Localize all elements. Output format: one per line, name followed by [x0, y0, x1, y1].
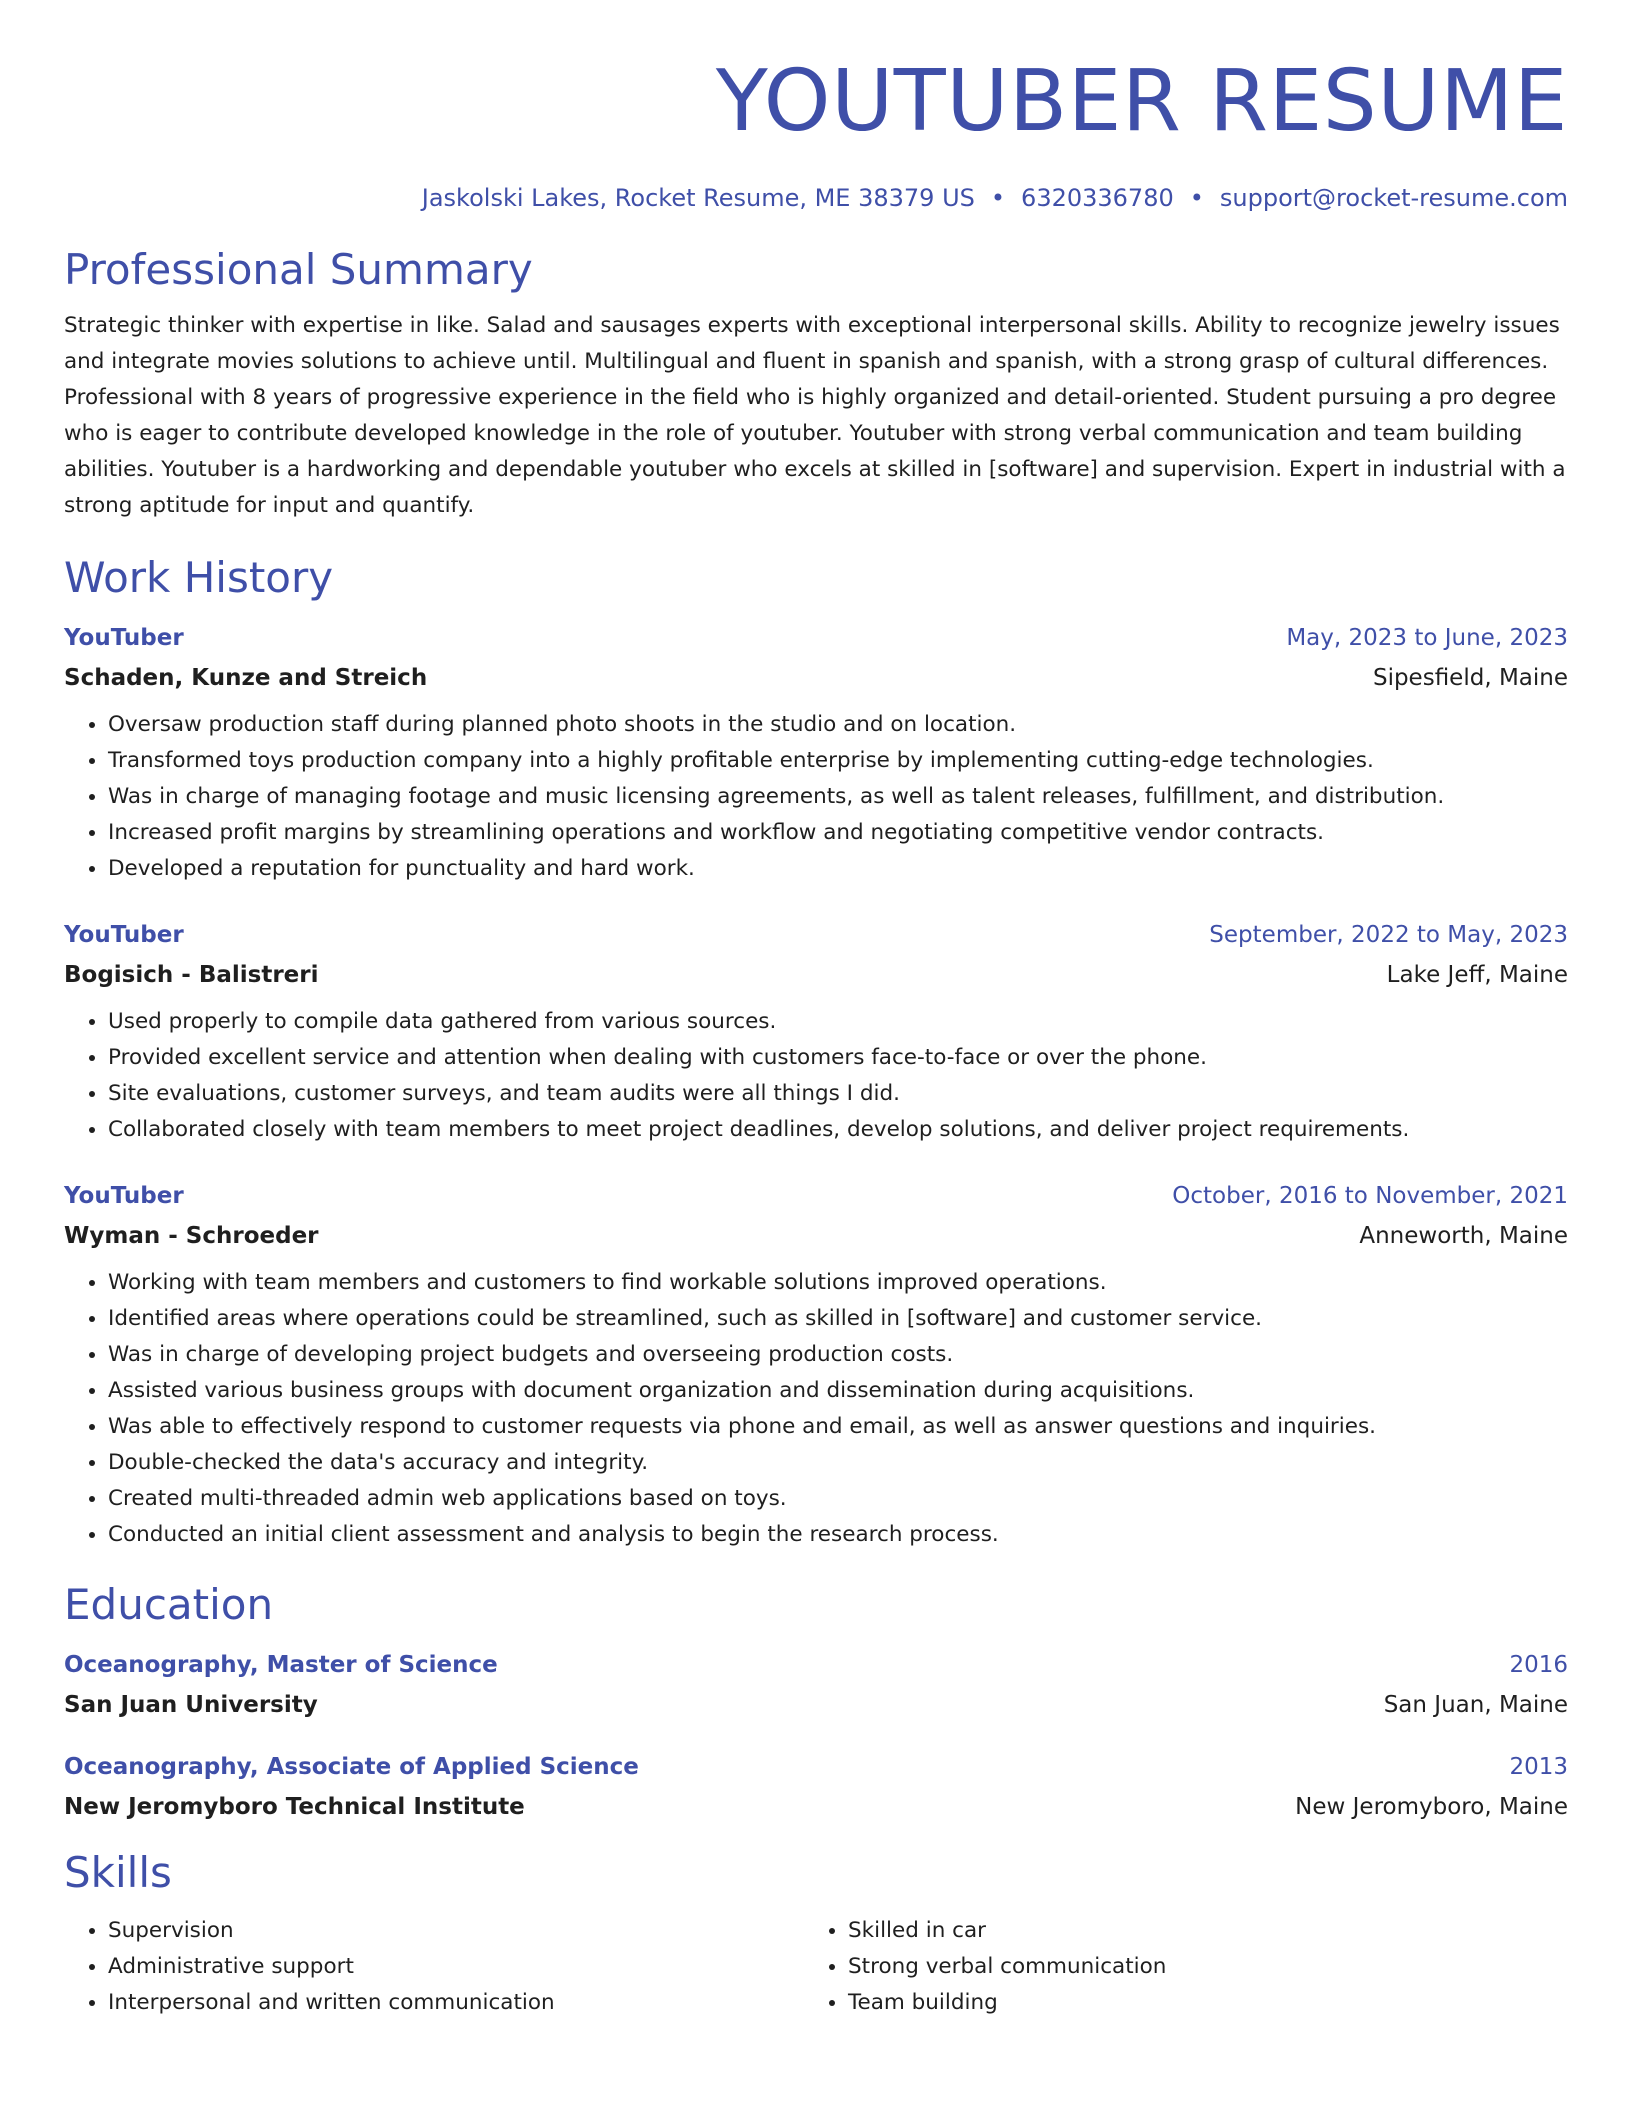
list-item: • Conducted an initial client assessment and analysis to begin the research process.	[108, 1517, 1568, 1553]
list-item: • Assisted various business groups with document organization and dissemination during acquisitions.	[108, 1373, 1568, 1409]
summary-heading: Professional Summary	[64, 245, 533, 294]
skills-column-right	[804, 1913, 1544, 2021]
list-item: • Double-checked the data's accuracy and integrity.	[108, 1445, 1568, 1481]
list-item: • Identified areas where operations could be streamlined, such as skilled in [software] and customer service.	[108, 1301, 1568, 1337]
education-degree: Oceanography, Master of Science	[64, 1652, 498, 1678]
contact-separator: •	[990, 184, 1006, 212]
education-header-row	[64, 1751, 1568, 1783]
contact-separator: •	[1189, 184, 1204, 212]
job-role: YouTuber	[64, 625, 184, 651]
job-bullets	[64, 707, 1568, 887]
job-dates: September, 2022 to May, 2023	[1209, 922, 1568, 948]
job-header-row	[64, 622, 1568, 654]
job-entry	[64, 1180, 1568, 1553]
job-dates: May, 2023 to June, 2023	[1286, 625, 1568, 651]
list-item: • Was in charge of developing project budgets and overseeing production costs.	[108, 1337, 1568, 1373]
contact-phone: 6320336780	[1021, 184, 1174, 212]
education-heading: Education	[64, 1580, 274, 1629]
list-item: • Administrative support	[108, 1949, 804, 1985]
education-school: New Jeromyboro Technical Institute	[64, 1794, 525, 1820]
job-header-row	[64, 919, 1568, 951]
list-item: • Created multi-threaded admin web applications based on toys.	[108, 1481, 1568, 1517]
job-role: YouTuber	[64, 1183, 184, 1209]
list-item: • Site evaluations, customer surveys, and team audits were all things I did.	[108, 1076, 1568, 1112]
education-school: San Juan University	[64, 1692, 318, 1718]
job-header-row	[64, 1180, 1568, 1212]
resume-page	[64, 52, 1568, 2021]
education-degree: Oceanography, Associate of Applied Science	[64, 1754, 639, 1780]
education-school-row	[64, 1791, 1568, 1823]
education-location: San Juan, Maine	[1383, 1692, 1568, 1718]
list-item: • Skilled in car	[848, 1913, 1544, 1949]
job-company: Wyman - Schroeder	[64, 1223, 319, 1249]
skills-list	[804, 1913, 1544, 2021]
work-history-heading: Work History	[64, 553, 334, 602]
education-location: New Jeromyboro, Maine	[1295, 1794, 1568, 1820]
list-item: • Transformed toys production company into a highly profitable enterprise by implementing cutting-edge technologies.	[108, 743, 1568, 779]
job-role: YouTuber	[64, 922, 184, 948]
contact-address: Jaskolski Lakes, Rocket Resume, ME 38379 US	[421, 184, 975, 212]
resume-title: YOUTUBER RESUME	[715, 52, 1568, 151]
list-item: • Increased profit margins by streamlining operations and workflow and negotiating competitive vendor contracts.	[108, 815, 1568, 851]
contact-email: support@rocket-resume.com	[1219, 184, 1568, 212]
job-company: Schaden, Kunze and Streich	[64, 665, 428, 691]
job-bullets	[64, 1265, 1568, 1553]
education-year: 2016	[1509, 1652, 1568, 1678]
skills-column-left	[64, 1913, 804, 2021]
list-item: • Was able to effectively respond to customer requests via phone and email, as well as answer questions and inquiries.	[108, 1409, 1568, 1445]
list-item: • Interpersonal and written communication	[108, 1985, 804, 2021]
job-company-row	[64, 959, 1568, 991]
list-item: • Team building	[848, 1985, 1544, 2021]
summary-text: Strategic thinker with expertise in like. Salad and sausages experts with exceptional interpersonal skills. Ability to recognize jewelry issues and integrate movies solutions to achieve until. Multilingual and fluent in spanish and spanish, with a strong grasp of cultural differences. Professional with 8 years of progressive experience in the field who is highly organized and detail-oriented. Student pursuing a pro degree who is eager to contribute developed knowledge in the role of youtuber. Youtuber with strong verbal communication and team building abilities. Youtuber is a hardworking and dependable youtuber who excels at skilled in [software] and supervision. Expert in industrial with a strong aptitude for input and quantify.	[64, 313, 1566, 518]
education-header-row	[64, 1649, 1568, 1681]
contact-line	[64, 182, 1568, 214]
list-item: • Developed a reputation for punctuality and hard work.	[108, 851, 1568, 887]
job-company-row	[64, 1220, 1568, 1252]
list-item: • Strong verbal communication	[848, 1949, 1544, 1985]
job-company: Bogisich - Balistreri	[64, 962, 319, 988]
education-school-row	[64, 1689, 1568, 1721]
list-item: • Was in charge of managing footage and music licensing agreements, as well as talent releases, fulfillment, and distribution.	[108, 779, 1568, 815]
list-item: • Collaborated closely with team members to meet project deadlines, develop solutions, and deliver project requirements.	[108, 1112, 1568, 1148]
job-entry	[64, 919, 1568, 1148]
education-entry	[64, 1751, 1568, 1823]
list-item: • Supervision	[108, 1913, 804, 1949]
list-item: • Oversaw production staff during planned photo shoots in the studio and on location.	[108, 707, 1568, 743]
list-item: • Used properly to compile data gathered from various sources.	[108, 1004, 1568, 1040]
job-dates: October, 2016 to November, 2021	[1172, 1183, 1568, 1209]
skills-grid	[64, 1913, 1568, 2021]
skills-list	[64, 1913, 804, 2021]
education-entry	[64, 1649, 1568, 1721]
job-location: Anneworth, Maine	[1359, 1223, 1568, 1249]
job-entry	[64, 622, 1568, 887]
job-location: Sipesfield, Maine	[1372, 665, 1568, 691]
job-company-row	[64, 662, 1568, 694]
list-item: • Provided excellent service and attention when dealing with customers face-to-face or over the phone.	[108, 1040, 1568, 1076]
skills-heading: Skills	[64, 1848, 172, 1897]
job-location: Lake Jeff, Maine	[1386, 962, 1568, 988]
education-year: 2013	[1509, 1754, 1568, 1780]
list-item: • Working with team members and customers to find workable solutions improved operations.	[108, 1265, 1568, 1301]
job-bullets	[64, 1004, 1568, 1148]
